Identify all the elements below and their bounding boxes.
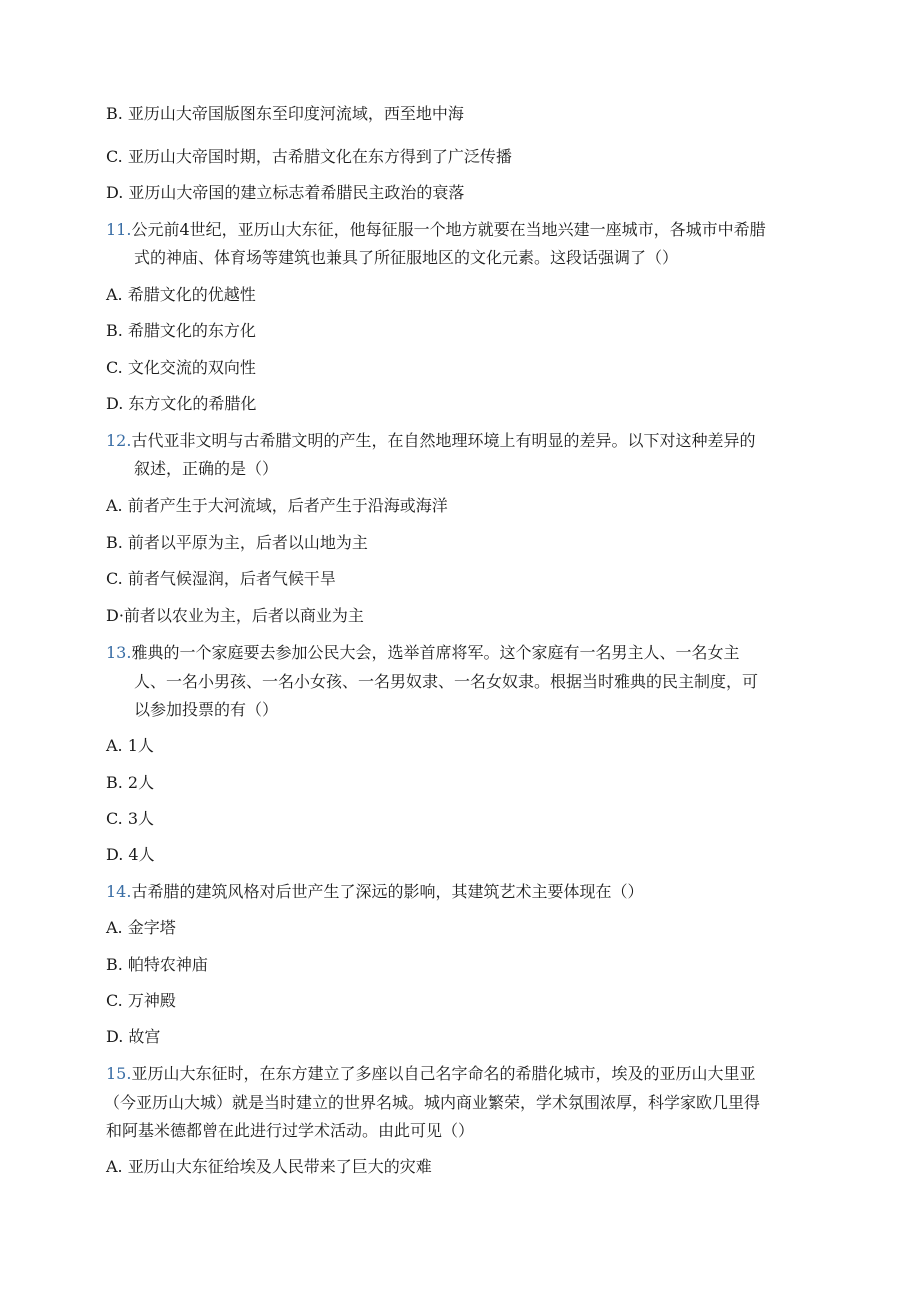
q10-option-b: B. 亚历山大帝国版图东至印度河流域，西至地中海 — [106, 104, 464, 123]
q13-stem-line2: 人、一名小男孩、一名小女孩、一名男奴隶、一名女奴隶。根据当时雅典的民主制度，可 — [134, 672, 759, 691]
q12-text-line1: 古代亚非文明与古希腊文明的产生，在自然地理环境上有明显的差异。以下对这种差异的 — [131, 431, 756, 450]
q15-number: 15. — [106, 1064, 132, 1083]
q14-option-b: B. 帕特农神庙 — [106, 955, 208, 974]
q13-option-c: C. 3人 — [106, 809, 155, 828]
q13-stem-line3: 以参加投票的有（） — [134, 700, 279, 719]
q10-option-d: D. 亚历山大帝国的建立标志着希腊民主政治的衰落 — [106, 183, 465, 202]
q14-option-c: C. 万神殿 — [106, 991, 176, 1010]
q15-stem-line1 — [106, 1064, 755, 1084]
q12-stem-line1 — [106, 431, 755, 451]
q13-option-b: B. 2人 — [106, 773, 155, 792]
q10-option-c: C. 亚历山大帝国时期，古希腊文化在东方得到了广泛传播 — [106, 147, 512, 166]
q12-number: 12. — [106, 431, 132, 450]
q12-option-d: D·前者以农业为主，后者以商业为主 — [106, 606, 364, 625]
q13-text-line1: 雅典的一个家庭要去参加公民大会，选举首席将军。这个家庭有一名男主人、一名女主 — [131, 643, 740, 662]
q14-option-d: D. 故宫 — [106, 1027, 161, 1046]
q11-stem-line2: 式的神庙、体育场等建筑也兼具了所征服地区的文化元素。这段话强调了（） — [134, 248, 679, 267]
q11-option-c: C. 文化交流的双向性 — [106, 358, 256, 377]
q15-text-line1: 亚历山大东征时，在东方建立了多座以自己名字命名的希腊化城市，埃及的亚历山大里亚 — [131, 1064, 756, 1083]
q13-option-a: A. 1人 — [106, 736, 154, 755]
q15-stem-line2: （今亚历山大城）就是当时建立的世界名城。城内商业繁荣，学术氛围浓厚，科学家欧几里得 — [104, 1093, 761, 1112]
q12-option-b: B. 前者以平原为主，后者以山地为主 — [106, 533, 368, 552]
q14-number: 14. — [106, 882, 132, 901]
q11-option-a: A. 希腊文化的优越性 — [106, 285, 256, 304]
q12-option-a: A. 前者产生于大河流域，后者产生于沿海或海洋 — [106, 496, 448, 515]
q13-number: 13. — [106, 643, 132, 662]
q12-option-c: C. 前者气候湿润，后者气候干旱 — [106, 569, 336, 588]
q13-stem-line1 — [106, 643, 739, 663]
q11-option-d: D. 东方文化的希腊化 — [106, 394, 257, 413]
q12-stem-line2: 叙述，正确的是（） — [134, 459, 279, 478]
q14-stem-line1 — [106, 882, 643, 902]
q14-option-a: A. 金字塔 — [106, 918, 176, 937]
q11-option-b: B. 希腊文化的东方化 — [106, 321, 256, 340]
q13-option-d: D. 4人 — [106, 845, 155, 864]
q14-text-line1: 古希腊的建筑风格对后世产生了深远的影响，其建筑艺术主要体现在（） — [131, 882, 644, 901]
q11-text-line1: 公元前4世纪，亚历山大东征，他每征服一个地方就要在当地兴建一座城市，各城市中希腊 — [131, 220, 766, 239]
q11-number: 11. — [106, 220, 132, 239]
q11-stem-line1 — [106, 220, 766, 240]
q15-stem-line3: 和阿基米德都曾在此进行过学术活动。由此可见（） — [106, 1121, 475, 1140]
q15-option-a: A. 亚历山大东征给埃及人民带来了巨大的灾难 — [106, 1157, 432, 1176]
